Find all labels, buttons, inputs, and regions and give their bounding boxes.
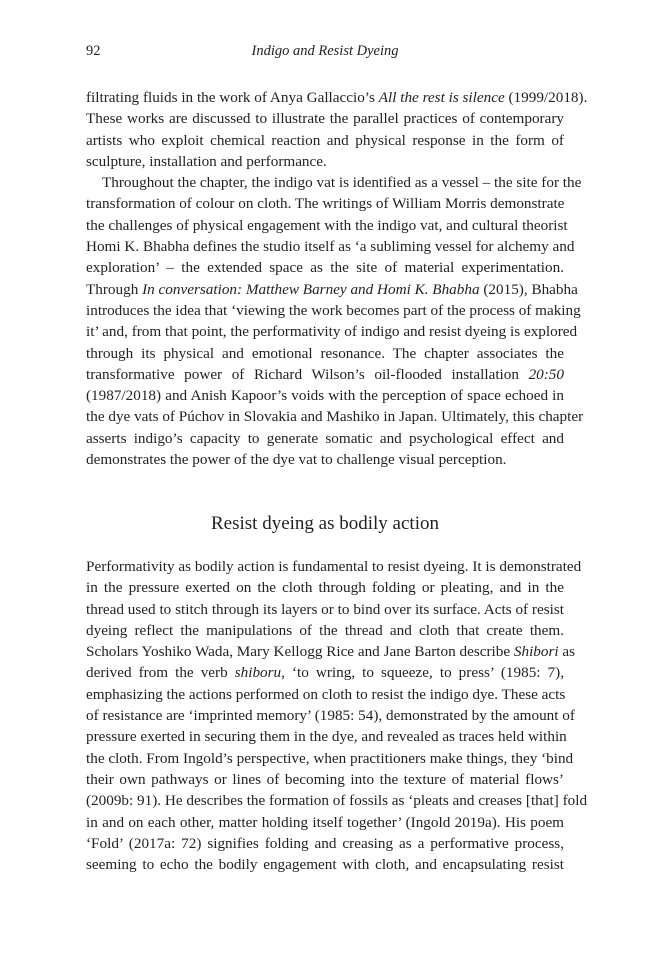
text-run: (2009b: 91). He describes the formation of fossils as ‘pleats and creases [that] fold <box>86 792 588 810</box>
text-run: seeming to echo the bodily engagement with cloth, and encapsulating resist <box>86 856 564 874</box>
text-run: it’ and, from that point, the performativity of indigo and resist dyeing is explored <box>86 323 578 341</box>
text-run: , ‘to wring, to squeeze, to press’ (1985: 7), <box>281 664 564 682</box>
text-line <box>86 748 574 769</box>
italic-text: Shibori <box>513 643 559 661</box>
text-line <box>86 130 564 151</box>
text-run: sculpture, installation and performance. <box>86 152 327 170</box>
text-line <box>86 257 564 278</box>
text-run: (1999/2018). <box>504 89 588 106</box>
body-text-bottom <box>86 556 588 875</box>
text-run: dyeing reflect the manipulations of the thread and cloth that create them. <box>86 621 564 639</box>
paragraph <box>86 87 588 172</box>
text-run: the cloth. From Ingold’s perspective, when practitioners make things, they ‘bind <box>86 749 574 767</box>
text-run: Scholars Yoshiko Wada, Mary Kellogg Rice and Jane Barton describe <box>86 643 514 661</box>
text-run: artists who exploit chemical reaction and physical response in the form of <box>86 131 564 149</box>
text-run: the challenges of physical engagement with the indigo vat, and cultural theorist <box>86 216 568 234</box>
italic-text: shiboru <box>234 664 282 682</box>
text-line <box>86 790 588 811</box>
text-line <box>86 300 581 321</box>
text-line <box>86 769 564 790</box>
text-line <box>86 428 564 449</box>
text-line <box>86 812 564 833</box>
text-run: Homi K. Bhabha defines the studio itself as ‘a subliming vessel for alchemy and <box>86 238 575 256</box>
text-line <box>86 385 564 406</box>
text-line <box>86 279 578 300</box>
text-line <box>86 449 564 470</box>
text-run: their own pathways or lines of becoming into the texture of material flows’ <box>86 770 564 788</box>
text-run: of resistance are ‘imprinted memory’ (1985: 54), demonstrated by the amount of <box>86 707 575 725</box>
text-line <box>86 705 575 726</box>
running-head <box>86 43 564 65</box>
text-run: (1987/2018) and Anish Kapoor’s voids with the perception of space echoed in <box>86 387 564 405</box>
text-line <box>86 599 564 620</box>
text-run: derived from the verb <box>86 664 235 682</box>
text-run: introduces the idea that ‘viewing the work becomes part of the process of making <box>86 301 581 319</box>
text-line <box>86 236 575 257</box>
text-run: transformative power of Richard Wilson’s oil-flooded installation <box>86 365 529 383</box>
text-run: asserts indigo’s capacity to generate somatic and psychological effect and <box>86 429 564 447</box>
text-line <box>86 87 588 108</box>
text-run: emphasizing the actions performed on cloth to resist the indigo dye. These acts <box>86 685 566 703</box>
text-run: filtrating fluids in the work of Anya Gallaccio’s <box>86 89 379 106</box>
text-line <box>86 726 567 747</box>
text-run: pressure exerted in securing them in the dye, and revealed as traces held within <box>86 728 567 746</box>
text-run: Throughout the chapter, the indigo vat is identified as a vessel – the site for the <box>102 174 582 192</box>
text-run: These works are discussed to illustrate the parallel practices of contemporary <box>86 110 564 128</box>
text-line <box>86 833 564 854</box>
text-line <box>86 215 568 236</box>
text-line <box>86 641 576 662</box>
text-line <box>86 343 564 364</box>
text-run: (2015), Bhabha <box>479 280 578 298</box>
text-line <box>86 406 584 427</box>
italic-text: 20:50 <box>528 365 564 383</box>
text-run: exploration’ – the extended space as the site of material experimentation. <box>86 259 564 277</box>
text-line <box>86 364 564 385</box>
text-line <box>86 620 564 641</box>
running-title: Indigo and Resist Dyeing <box>251 43 399 59</box>
text-run: through its physical and emotional resonance. The chapter associates the <box>86 344 564 362</box>
text-run: in the pressure exerted on the cloth through folding or pleating, and in the <box>86 579 564 597</box>
text-line <box>86 193 564 214</box>
italic-text: All the rest is silence <box>378 89 505 106</box>
paragraph <box>86 556 588 875</box>
text-run: Performativity as bodily action is fundamental to resist dyeing. It is demonstrated <box>86 558 582 575</box>
text-line <box>86 151 564 172</box>
text-run: as <box>558 643 576 661</box>
italic-text: In conversation: Matthew Barney and Homi K. Bhabha <box>142 280 480 298</box>
text-run: ‘Fold’ (2017a: 72) signifies folding and creasing as a performative process, <box>86 834 564 852</box>
text-line <box>86 321 578 342</box>
text-line <box>86 172 582 193</box>
text-line <box>86 108 564 129</box>
text-line <box>86 577 564 598</box>
text-run: the dye vats of Púchov in Slovakia and Mashiko in Japan. Ultimately, this chapter <box>86 408 584 426</box>
text-run: transformation of colour on cloth. The writings of William Morris demonstrate <box>86 195 565 213</box>
section-heading: Resist dyeing as bodily action <box>211 513 439 534</box>
text-line <box>86 854 564 875</box>
text-run: in and on each other, matter holding itself together’ (Ingold 2019a). His poem <box>86 813 564 831</box>
text-line <box>86 556 582 577</box>
text-run: demonstrates the power of the dye vat to challenge visual perception. <box>86 451 507 469</box>
text-line <box>86 662 564 683</box>
page-number: 92 <box>86 43 101 59</box>
paragraph <box>86 172 584 470</box>
text-line <box>86 684 564 705</box>
text-run: Through <box>86 280 143 298</box>
text-run: thread used to stitch through its layers or to bind over its surface. Acts of resist <box>86 600 564 618</box>
body-text-top <box>86 87 588 470</box>
